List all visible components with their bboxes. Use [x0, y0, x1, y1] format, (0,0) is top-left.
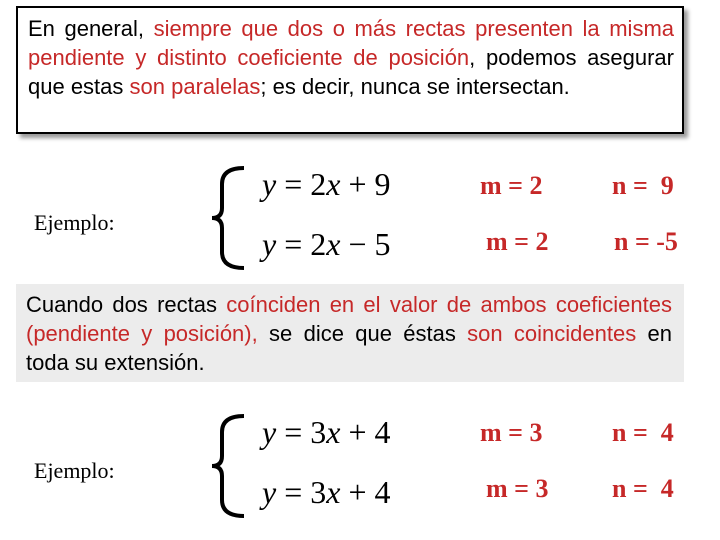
coincidentes-definition-box [16, 284, 684, 382]
var-y: y [262, 414, 277, 450]
example-label: Ejemplo: [34, 210, 115, 235]
eq-tail: + 4 [340, 474, 391, 510]
var-x: x [326, 474, 341, 510]
intercept-value: n = -5 [614, 227, 678, 256]
intercept-value: n = 4 [612, 474, 674, 503]
var-x: x [326, 414, 341, 450]
var-x: x [326, 226, 341, 262]
paralelas-definition-box [16, 6, 684, 134]
text-segment: ; es decir, nunca se intersectan. [260, 74, 570, 99]
text-segment: Cuando dos rectas [26, 292, 227, 317]
highlight-segment: son coincidentes [467, 321, 637, 346]
equation-1 [262, 166, 391, 203]
slope-value: m = 3 [486, 474, 549, 503]
highlight-segment: coínciden en el valor de ambos coeficientes (pendiente y posición), [26, 292, 672, 346]
var-y: y [262, 474, 277, 510]
eq-mid: = 2 [276, 166, 327, 202]
equation-4 [262, 474, 391, 511]
equation-3 [262, 414, 391, 451]
text-segment: En general, [28, 16, 154, 41]
slope-value: m = 3 [480, 418, 543, 447]
left-brace-icon [200, 164, 250, 272]
eq-tail: + 9 [340, 166, 391, 202]
left-brace-icon [200, 412, 250, 520]
eq-mid: = 3 [276, 414, 327, 450]
eq-tail: − 5 [340, 226, 391, 262]
var-y: y [262, 226, 277, 262]
eq-tail: + 4 [340, 414, 391, 450]
var-y: y [262, 166, 277, 202]
slope-value: m = 2 [486, 227, 549, 256]
eq-mid: = 3 [276, 474, 327, 510]
highlight-segment: siempre que dos o más rectas presenten la misma pendiente y distinto coeficiente de posición [28, 16, 675, 70]
text-segment: en toda su extensión. [26, 321, 672, 375]
intercept-value: n = 9 [612, 171, 674, 200]
example-label: Ejemplo: [34, 458, 115, 483]
text-segment: , podemos asegurar que estas [28, 45, 674, 99]
text-segment: se dice que éstas [269, 321, 468, 346]
highlight-segment: son paralelas [129, 74, 261, 99]
intercept-value: n = 4 [612, 418, 674, 447]
slope-value: m = 2 [480, 171, 543, 200]
eq-mid: = 2 [276, 226, 327, 262]
equation-2 [262, 226, 391, 263]
var-x: x [326, 166, 341, 202]
